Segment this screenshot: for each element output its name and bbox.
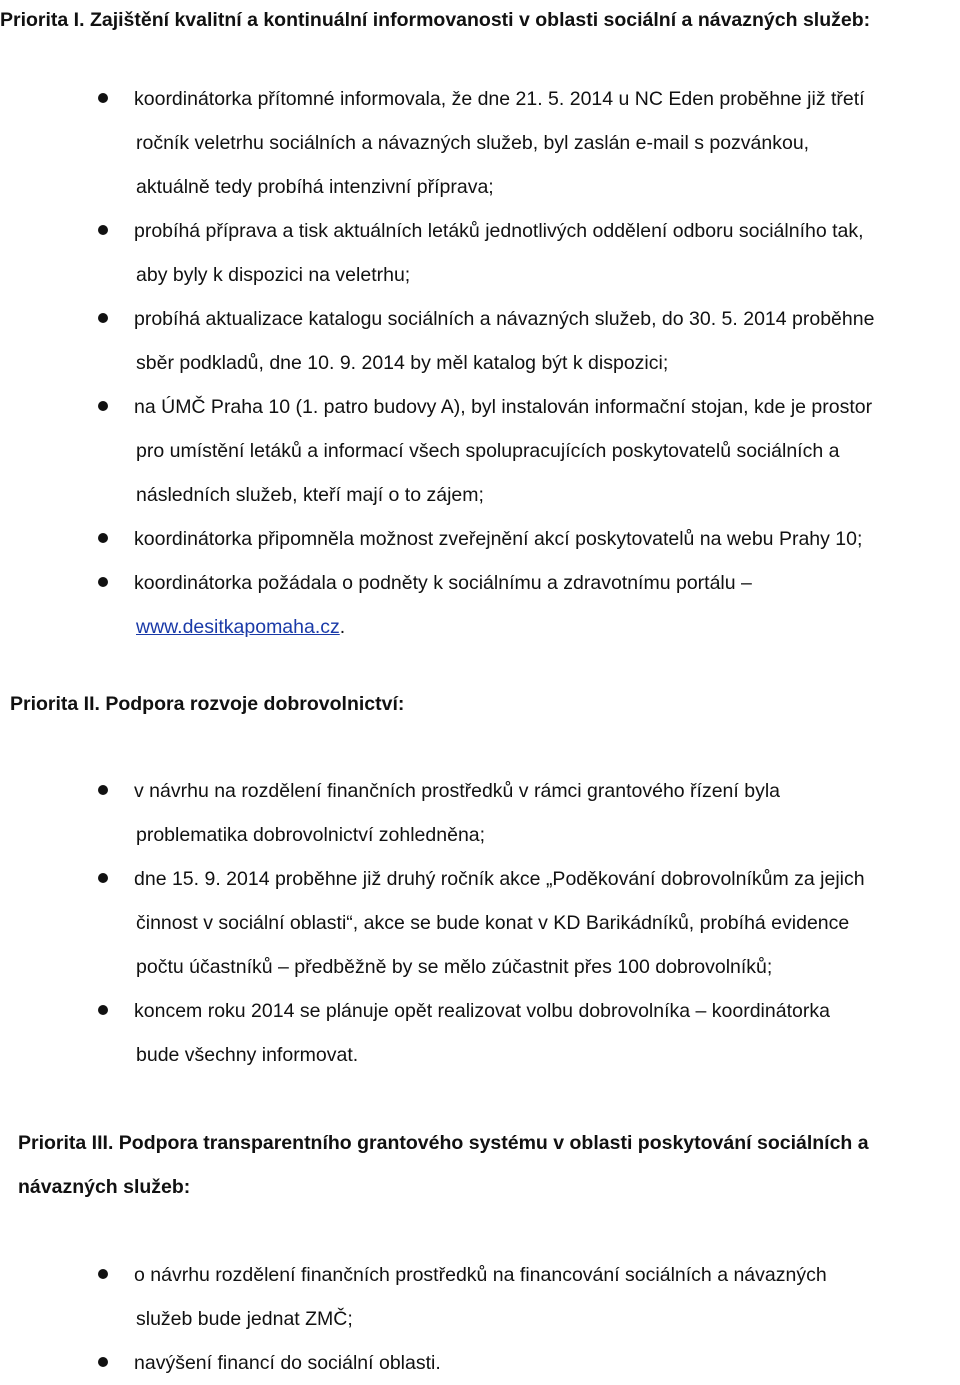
item-line: aby byly k dispozici na veletrhu;	[136, 264, 411, 286]
item-line: bude všechny informovat.	[136, 1044, 359, 1066]
heading-priorita-3	[18, 1121, 869, 1209]
item-line: koncem roku 2014 se plánuje opět realizovat volbu dobrovolníka – koordinátorka	[134, 1000, 830, 1022]
heading-priorita-2	[10, 682, 404, 726]
item-line: koordinátorka požádala o podněty k sociálnímu a zdravotnímu portálu –	[134, 572, 752, 594]
list-item	[0, 1341, 960, 1385]
list-item	[0, 561, 960, 649]
item-line: na ÚMČ Praha 10 (1. patro budovy A), byl instalován informační stojan, kde je prostor	[134, 396, 873, 418]
bullet-icon	[98, 313, 108, 323]
item-line: problematika dobrovolnictví zohledněna;	[136, 824, 486, 846]
item-line: navýšení financí do sociální oblasti.	[134, 1352, 441, 1374]
bullet-icon	[98, 1005, 108, 1015]
item-line: dne 15. 9. 2014 proběhne již druhý ročník akce „Poděkování dobrovolníkům za jejich	[134, 868, 865, 890]
list-item	[0, 517, 960, 561]
heading-priorita-1	[0, 0, 870, 42]
list-item	[0, 769, 960, 857]
heading-line: Priorita II. Podpora rozvoje dobrovolnictví:	[10, 693, 405, 715]
bullet-list-priorita-3	[0, 1253, 960, 1385]
item-line: pro umístění letáků a informací všech spolupracujících poskytovatelů sociálních a	[136, 440, 840, 462]
list-item	[0, 297, 960, 385]
bullet-icon	[98, 225, 108, 235]
item-line: probíhá příprava a tisk aktuálních letáků jednotlivých oddělení odboru sociálního tak,	[134, 220, 864, 242]
item-line: sběr podkladů, dne 10. 9. 2014 by měl katalog být k dispozici;	[136, 352, 669, 374]
heading-line: návazných služeb:	[18, 1176, 191, 1198]
portal-link[interactable]: www.desitkapomaha.cz	[136, 616, 340, 638]
bullet-icon	[98, 1269, 108, 1279]
item-line: v návrhu na rozdělení finančních prostředků v rámci grantového řízení byla	[134, 780, 781, 802]
item-line-link	[134, 605, 960, 649]
item-line: o návrhu rozdělení finančních prostředků na financování sociálních a návazných	[134, 1264, 827, 1286]
item-line: koordinátorka přítomné informovala, že dne 21. 5. 2014 u NC Eden proběhne již třetí	[134, 88, 865, 110]
item-line: ročník veletrhu sociálních a návazných služeb, byl zaslán e-mail s pozvánkou,	[136, 132, 810, 154]
list-item	[0, 857, 960, 989]
list-item	[0, 209, 960, 297]
item-line: probíhá aktualizace katalogu sociálních a návazných služeb, do 30. 5. 2014 proběhne	[134, 308, 875, 330]
bullet-list-priorita-1	[0, 77, 960, 649]
bullet-icon	[98, 785, 108, 795]
bullet-icon	[98, 873, 108, 883]
heading-line: Priorita III. Podpora transparentního grantového systému v oblasti poskytování sociálních a	[18, 1132, 869, 1154]
item-line: aktuálně tedy probíhá intenzivní příprava;	[136, 176, 494, 198]
item-line: počtu účastníků – předběžně by se mělo zúčastnit přes 100 dobrovolníků;	[136, 956, 773, 978]
bullet-icon	[98, 533, 108, 543]
list-item	[0, 989, 960, 1077]
item-line: koordinátorka připomněla možnost zveřejnění akcí poskytovatelů na webu Prahy 10;	[134, 528, 863, 550]
list-item	[0, 1253, 960, 1341]
bullet-icon	[98, 401, 108, 411]
bullet-icon	[98, 1357, 108, 1367]
bullet-list-priorita-2	[0, 769, 960, 1077]
item-line: činnost v sociální oblasti“, akce se bude konat v KD Barikádníků, probíhá evidence	[136, 912, 850, 934]
bullet-icon	[98, 93, 108, 103]
link-suffix: .	[339, 616, 346, 638]
bullet-icon	[98, 577, 108, 587]
heading-line: Priorita I. Zajištění kvalitní a kontinuální informovanosti v oblasti sociální a návazných služeb:	[0, 9, 871, 31]
item-line: následních služeb, kteří mají o to zájem;	[136, 484, 484, 506]
list-item	[0, 385, 960, 517]
item-line: služeb bude jednat ZMČ;	[136, 1308, 353, 1330]
list-item	[0, 77, 960, 209]
